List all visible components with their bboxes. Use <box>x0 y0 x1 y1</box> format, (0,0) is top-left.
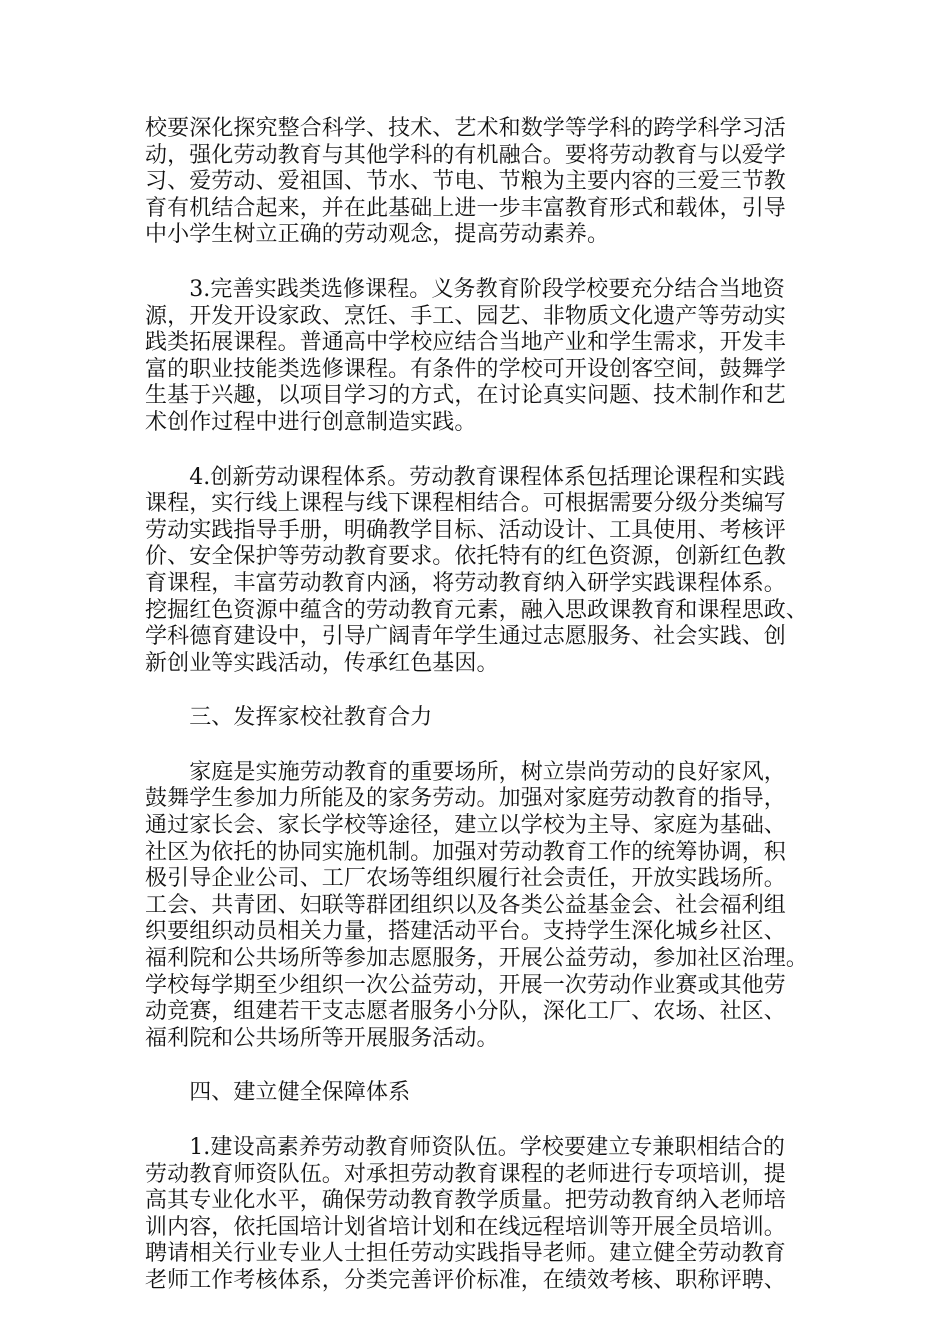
text-line: 学科德育建设中，引导广阔青年学生通过志愿服务、社会实践、创 <box>145 624 786 650</box>
text-line: 工会、共青团、妇联等群团组织以及各类公益基金会、社会福利组 <box>145 892 786 918</box>
paragraph-teacher-team <box>145 1135 805 1295</box>
text-line: 高其专业化水平，确保劳动教育教学质量。把劳动教育纳入老师培 <box>145 1188 786 1214</box>
text-line: 鼓舞学生参加力所能及的家务劳动。加强对家庭劳动教育的指导， <box>145 786 786 812</box>
section-heading: 四、建立健全保障体系 <box>145 1080 411 1106</box>
text-line: 学校每学期至少组织一次公益劳动，开展一次劳动作业赛或其他劳 <box>145 972 786 998</box>
text-line: 1.建设高素养劳动教育师资队伍。学校要建立专兼职相结合的 <box>145 1135 785 1160</box>
section-heading: 三、发挥家校社教育合力 <box>145 705 433 731</box>
text-line: 劳动实践指导手册，明确教学目标、活动设计、工具使用、考核评 <box>145 517 786 543</box>
section-heading-four <box>145 1080 805 1107</box>
paragraph-elective-courses <box>145 277 805 437</box>
text-line: 新创业等实践活动，传承红色基因。 <box>145 650 499 676</box>
text-line: 织要组织动员相关力量，搭建活动平台。支持学生深化城乡社区、 <box>145 919 786 945</box>
text-line: 价、安全保护等劳动教育要求。依托特有的红色资源，创新红色教 <box>145 544 786 570</box>
text-line: 3.完善实践类选修课程。义务教育阶段学校要充分结合当地资 <box>145 276 785 302</box>
text-line: 育课程，丰富劳动教育内涵，将劳动教育纳入研学实践课程体系。 <box>145 570 786 596</box>
text-line: 生基于兴趣，以项目学习的方式，在讨论真实问题、技术制作和艺 <box>145 383 786 409</box>
text-line: 动，强化劳动教育与其他学科的有机融合。要将劳动教育与以爱学 <box>145 142 786 168</box>
text-line: 挖掘红色资源中蕴含的劳动教育元素，融入思政课教育和课程思政、 <box>145 597 809 623</box>
text-line: 源，开发开设家政、烹饪、手工、园艺、非物质文化遗产等劳动实 <box>145 303 786 329</box>
text-line: 老师工作考核体系，分类完善评价标准，在绩效考核、职称评聘、 <box>145 1267 786 1293</box>
text-line: 劳动教育师资队伍。对承担劳动教育课程的老师进行专项培训，提 <box>145 1161 786 1187</box>
paragraph-course-system <box>145 464 809 678</box>
text-line: 聘请相关行业专业人士担任劳动实践指导老师。建立健全劳动教育 <box>145 1241 786 1267</box>
text-line: 践类拓展课程。普通高中学校应结合当地产业和学生需求，开发丰 <box>145 330 786 356</box>
section-heading-three <box>145 705 805 732</box>
paragraph-interdisciplinary <box>145 116 805 249</box>
document-page <box>145 116 809 1295</box>
text-line: 4.创新劳动课程体系。劳动教育课程体系包括理论课程和实践 <box>145 464 785 490</box>
text-line: 中小学生树立正确的劳动观念，提高劳动素养。 <box>145 222 610 248</box>
text-line: 通过家长会、家长学校等途径，建立以学校为主导、家庭为基础、 <box>145 813 786 839</box>
text-line: 极引导企业公司、工厂农场等组织履行社会责任，开放实践场所。 <box>145 866 786 892</box>
text-line: 福利院和公共场所等参加志愿服务，开展公益劳动，参加社区治理。 <box>145 946 809 972</box>
paragraph-family-school-community <box>145 759 809 1053</box>
text-line: 社区为依托的协同实施机制。加强对劳动教育工作的统筹协调，积 <box>145 839 786 865</box>
text-line: 术创作过程中进行创意制造实践。 <box>145 409 477 435</box>
text-line: 富的职业技能类选修课程。有条件的学校可开设创客空间，鼓舞学 <box>145 356 786 382</box>
text-line: 课程，实行线上课程与线下课程相结合。可根据需要分级分类编写 <box>145 491 786 517</box>
text-line: 习、爱劳动、爱祖国、节水、节电、节粮为主要内容的三爱三节教 <box>145 169 786 195</box>
text-line: 动竞赛，组建若干支志愿者服务小分队，深化工厂、农场、社区、 <box>145 999 786 1025</box>
text-line: 训内容，依托国培计划省培计划和在线远程培训等开展全员培训。 <box>145 1214 786 1240</box>
text-line: 福利院和公共场所等开展服务活动。 <box>145 1025 499 1051</box>
text-line: 家庭是实施劳动教育的重要场所，树立崇尚劳动的良好家风， <box>145 759 786 785</box>
text-line: 校要深化探究整合科学、技术、艺术和数学等学科的跨学科学习活 <box>145 116 786 141</box>
text-line: 育有机结合起来，并在此基础上进一步丰富教育形式和载体，引导 <box>145 195 786 221</box>
